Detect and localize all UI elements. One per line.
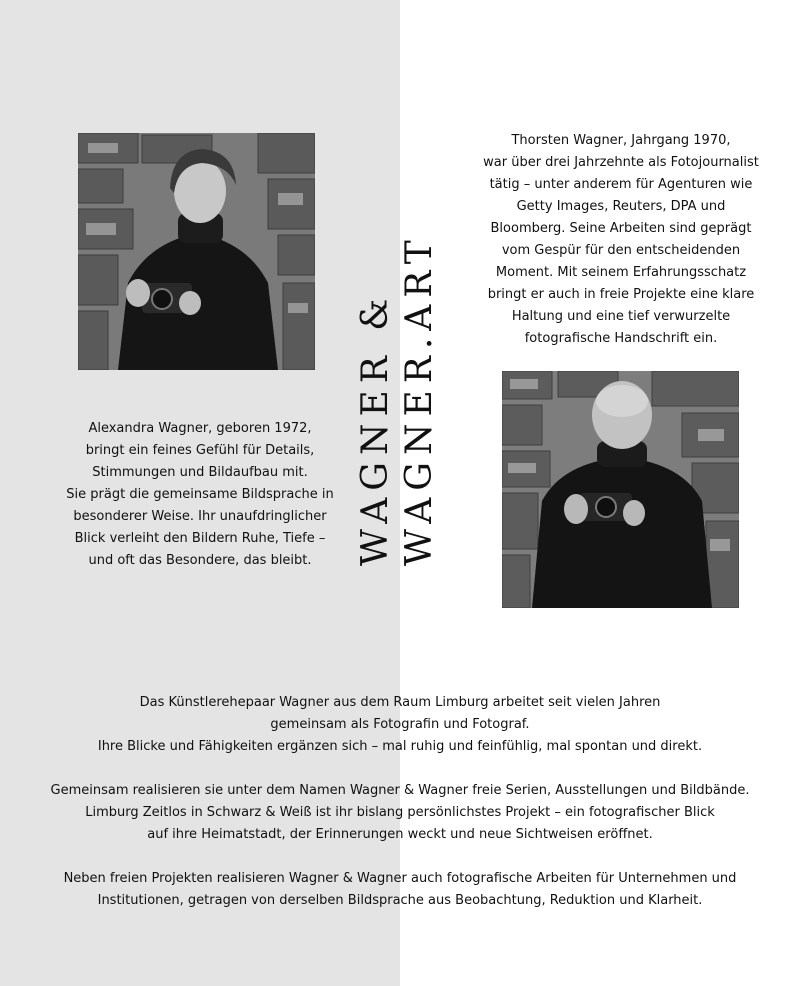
alexandra-portrait-image: [78, 133, 315, 370]
alexandra-portrait-photo: [78, 133, 315, 370]
intro-paragraph-1: [40, 692, 760, 758]
thorsten-bio-line: fotografische Handschrift ein.: [524, 331, 718, 346]
alexandra-bio: [52, 418, 348, 572]
intro-line: Das Künstlerehepaar Wagner aus dem Raum Limburg arbeitet seit vielen Jahren: [139, 695, 661, 710]
intro-line: Institutionen, getragen von derselben Bildsprache aus Beobachtung, Reduktion und Klarheit.: [97, 893, 703, 908]
alexandra-bio-line: bringt ein feines Gefühl für Details,: [85, 443, 315, 458]
intro-line: Gemeinsam realisieren sie unter dem Namen Wagner & Wagner freie Serien, Ausstellungen und Bildbände.: [50, 783, 750, 798]
alexandra-bio-line: und oft das Besondere, das bleibt.: [88, 553, 312, 568]
alexandra-bio-line: besonderer Weise. Ihr unaufdringlicher: [73, 509, 327, 524]
thorsten-bio-line: war über drei Jahrzehnte als Fotojournalist: [483, 155, 759, 170]
thorsten-portrait-image: [502, 371, 739, 608]
intro-paragraph-3: [40, 868, 760, 912]
thorsten-bio-line: vom Gespür für den entscheidenden: [501, 243, 741, 258]
thorsten-bio-line: tätig – unter anderem für Agenturen wie: [489, 177, 753, 192]
intro-line: gemeinsam als Fotografin und Fotograf.: [270, 717, 530, 732]
thorsten-portrait-photo: [502, 371, 739, 608]
alexandra-bio-line: Stimmungen und Bildaufbau mit.: [92, 465, 308, 480]
intro-line: Ihre Blicke und Fähigkeiten ergänzen sich – mal ruhig und feinfühlig, mal spontan und direkt.: [97, 739, 703, 754]
intro-text: [40, 692, 760, 934]
thorsten-bio-line: Haltung und eine tief verwurzelte: [511, 309, 731, 324]
thorsten-bio-line: Bloomberg. Seine Arbeiten sind geprägt: [490, 221, 752, 236]
brand-title-line-2: WAGNER.ART: [399, 233, 440, 566]
thorsten-bio-line: Thorsten Wagner, Jahrgang 1970,: [511, 133, 731, 148]
intro-paragraph-2: [40, 780, 760, 846]
intro-line: auf ihre Heimatstadt, der Erinnerungen weckt und neue Sichtweisen eröffnet.: [147, 827, 653, 842]
thorsten-bio-line: Moment. Mit seinem Erfahrungsschatz: [495, 265, 747, 280]
thorsten-bio: [462, 130, 780, 350]
brand-title-line-1: WAGNER &: [355, 291, 396, 566]
thorsten-bio-line: Getty Images, Reuters, DPA und: [516, 199, 726, 214]
intro-line: Neben freien Projekten realisieren Wagner & Wagner auch fotografische Arbeiten für Unternehmen und: [63, 871, 737, 886]
brand-title-vertical: [354, 233, 442, 566]
alexandra-bio-line: Sie prägt die gemeinsame Bildsprache in: [66, 487, 334, 502]
alexandra-bio-line: Blick verleiht den Bildern Ruhe, Tiefe –: [74, 531, 326, 546]
alexandra-bio-line: Alexandra Wagner, geboren 1972,: [88, 421, 312, 436]
thorsten-bio-line: bringt er auch in freie Projekte eine klare: [487, 287, 755, 302]
intro-line: Limburg Zeitlos in Schwarz & Weiß ist ihr bislang persönlichstes Projekt – ein fotografischer Blick: [85, 805, 715, 820]
